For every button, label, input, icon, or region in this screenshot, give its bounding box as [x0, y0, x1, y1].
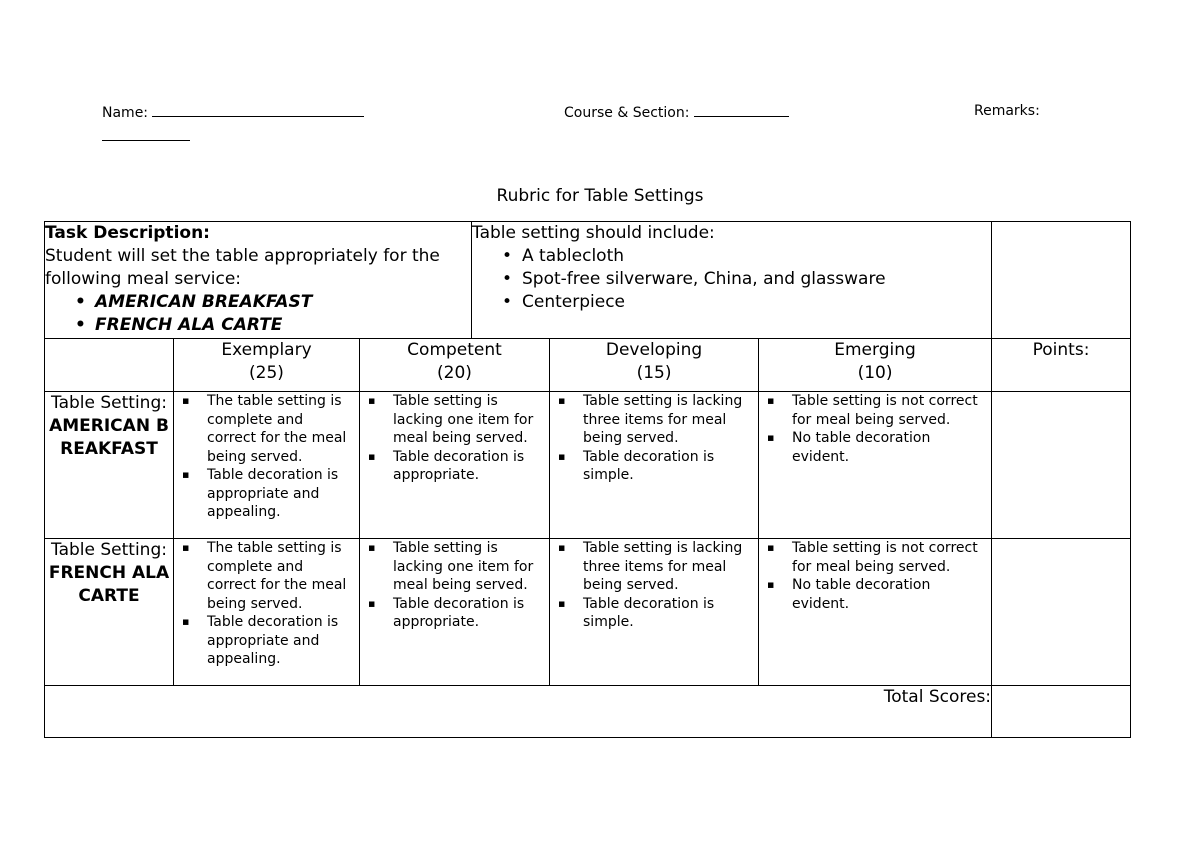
blank-cell [992, 222, 1131, 339]
level-name: Exemplary [221, 340, 312, 360]
criterion: ▪ Table setting is lacking one item for meal being served. [360, 392, 549, 448]
criterion: ▪ Table decoration is appropriate and appealing. [174, 613, 359, 669]
includes-item: • Centerpiece [472, 291, 991, 314]
row-label [45, 392, 174, 539]
criterion: ▪ Table setting is not correct for meal being served. [759, 392, 991, 429]
criteria-row-french [45, 539, 1131, 686]
total-row [45, 686, 1131, 738]
includes-cell [472, 222, 992, 339]
level-exemplary [174, 339, 360, 392]
task-text: Student will set the table appropriately for the following meal service: [45, 246, 440, 289]
task-heading: Task Description: [45, 223, 210, 243]
row-label [45, 539, 174, 686]
criteria-row-american [45, 392, 1131, 539]
points-cell[interactable] [992, 539, 1131, 686]
level-score: (25) [249, 363, 284, 383]
row-label-service: AMERICAN BREAKFAST [49, 416, 169, 459]
criterion: ▪ Table setting is lacking three items for meal being served. [550, 392, 758, 448]
task-description-cell [45, 222, 472, 339]
remarks-label: Remarks: [974, 103, 1040, 119]
criteria-cell-developing [550, 539, 759, 686]
level-score: (10) [857, 363, 893, 383]
name-label: Name: [102, 105, 149, 121]
criteria-cell-competent [360, 539, 550, 686]
includes-heading: Table setting should include: [472, 223, 715, 243]
remarks-blank[interactable] [102, 127, 190, 141]
points-cell[interactable] [992, 392, 1131, 539]
criterion: ▪ Table decoration is appropriate. [360, 448, 549, 485]
course-blank[interactable] [694, 103, 789, 117]
course-field[interactable] [564, 103, 789, 121]
service-item: • AMERICAN BREAKFAST [45, 291, 471, 314]
rubric-title: Rubric for Table Settings [496, 186, 704, 206]
corner-cell [45, 339, 174, 392]
criterion: ▪ No table decoration evident. [759, 576, 991, 613]
includes-list [472, 245, 991, 314]
rubric-table [44, 221, 1131, 738]
level-emerging [759, 339, 992, 392]
criteria-cell-developing [550, 392, 759, 539]
course-label: Course & Section: [564, 105, 690, 121]
criterion: ▪ The table setting is complete and correct for the meal being served. [174, 539, 359, 613]
level-competent [360, 339, 550, 392]
criterion: ▪ The table setting is complete and correct for the meal being served. [174, 392, 359, 466]
levels-row [45, 339, 1131, 392]
criterion: ▪ Table setting is not correct for meal being served. [759, 539, 991, 576]
level-score: (20) [437, 363, 472, 383]
criterion: ▪ Table decoration is simple. [550, 448, 758, 485]
criteria-cell-exemplary [174, 539, 360, 686]
level-name: Competent [407, 340, 502, 360]
points-header: Points: [992, 339, 1131, 392]
row-label-service: FRENCH ALA CARTE [48, 563, 170, 606]
name-field[interactable] [102, 103, 364, 121]
criterion: ▪ Table decoration is simple. [550, 595, 758, 632]
includes-item: • A tablecloth [472, 245, 991, 268]
service-item: • FRENCH ALA CARTE [45, 314, 471, 337]
criteria-cell-emerging [759, 539, 992, 686]
name-blank[interactable] [152, 103, 364, 117]
service-list [45, 291, 471, 337]
criteria-cell-exemplary [174, 392, 360, 539]
task-row [45, 222, 1131, 339]
level-score: (15) [636, 363, 672, 383]
total-label: Total Scores: [45, 686, 992, 738]
remarks-field [974, 103, 1040, 119]
includes-item: • Spot-free silverware, China, and glassware [472, 268, 991, 291]
level-name: Emerging [834, 340, 916, 360]
level-developing [550, 339, 759, 392]
criterion: ▪ Table decoration is appropriate. [360, 595, 549, 632]
row-label-prefix: Table Setting: [51, 393, 167, 413]
criteria-cell-emerging [759, 392, 992, 539]
row-label-prefix: Table Setting: [51, 540, 167, 560]
total-score-cell[interactable] [992, 686, 1131, 738]
criteria-cell-competent [360, 392, 550, 539]
criterion: ▪ Table decoration is appropriate and appealing. [174, 466, 359, 522]
level-name: Developing [605, 340, 703, 360]
criterion: ▪ No table decoration evident. [759, 429, 991, 466]
criterion: ▪ Table setting is lacking one item for meal being served. [360, 539, 549, 595]
criterion: ▪ Table setting is lacking three items for meal being served. [550, 539, 758, 595]
